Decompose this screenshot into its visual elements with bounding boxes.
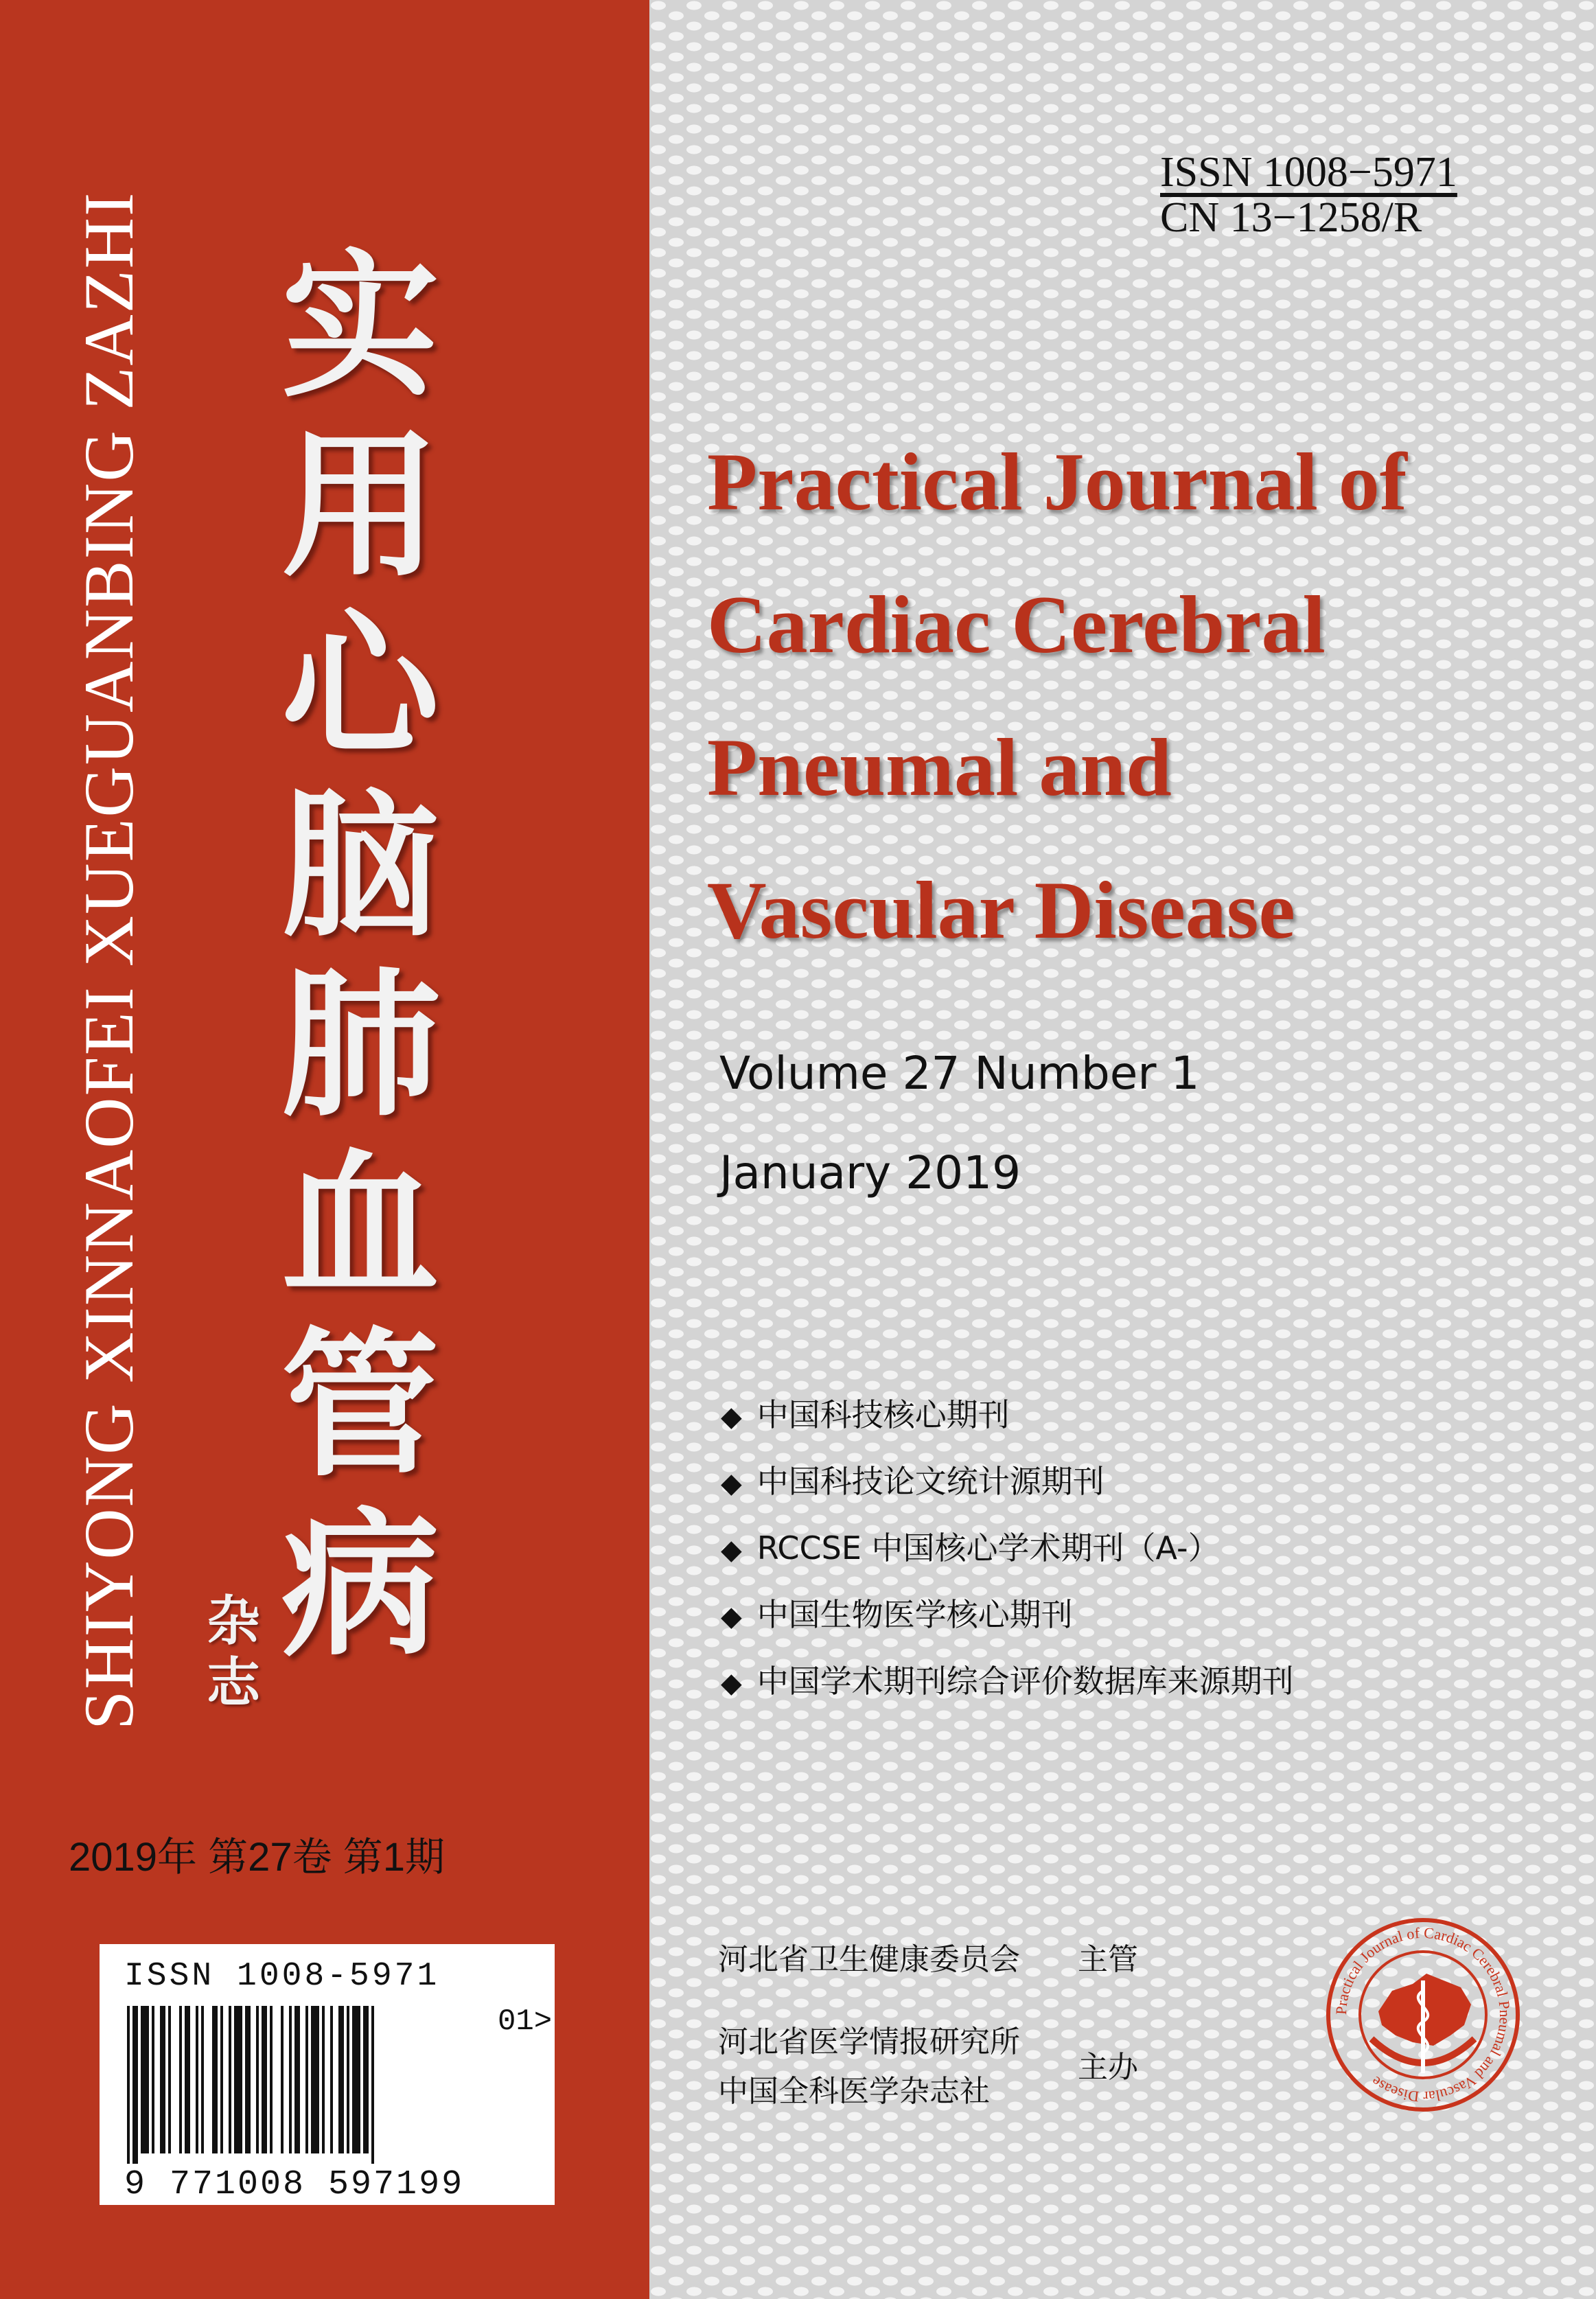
barcode-bar	[152, 2006, 154, 2153]
diamond-bullet-icon: ◆	[721, 1667, 742, 1699]
barcode-bar	[234, 2006, 242, 2153]
barcode-bar	[245, 2006, 251, 2153]
title-char: 实	[281, 233, 439, 419]
barcode-bar	[311, 2006, 319, 2153]
title-line: Pneumal and	[707, 721, 1172, 813]
barcode-bar	[363, 2006, 369, 2153]
title-char: 管	[281, 1313, 439, 1498]
issue-date: January 2019	[719, 1146, 1021, 1199]
title-line: Vascular Disease	[707, 864, 1295, 956]
barcode-bar	[168, 2006, 171, 2153]
barcode-bar	[347, 2006, 349, 2153]
sponsor-name: 河北省医学情报研究所	[718, 2024, 1020, 2059]
title-char: 病	[281, 1492, 439, 1678]
diamond-bullet-icon: ◆	[721, 1468, 742, 1499]
barcode-bar	[322, 2006, 325, 2153]
barcode-bar	[220, 2006, 223, 2153]
red-spine-panel	[0, 0, 649, 2299]
supervisor-name: 河北省卫生健康委员会	[718, 1942, 1020, 1977]
title-line: Cardiac Cerebral	[707, 579, 1326, 670]
barcode-addon: 01>	[498, 2005, 553, 2039]
barcode-bar	[196, 2006, 198, 2153]
journal-seal-logo	[1323, 1915, 1523, 2114]
barcode-number: 9 771008 597199	[124, 2165, 465, 2204]
barcode-bar	[212, 2006, 218, 2153]
title-char: 心	[281, 593, 439, 778]
barcode-bar	[338, 2006, 344, 2153]
title-char: 肺	[281, 953, 439, 1138]
title-char: 脑	[281, 773, 439, 958]
index-item: ◆ RCCSE 中国核心学术期刊（A-）	[721, 1529, 1220, 1567]
barcode-bar	[352, 2006, 360, 2153]
diamond-bullet-icon: ◆	[721, 1401, 742, 1433]
index-item: ◆ 中国科技论文统计源期刊	[721, 1463, 1105, 1500]
barcode-bar	[127, 2006, 130, 2164]
barcode-bar	[179, 2006, 182, 2153]
title-char: 用	[281, 413, 439, 599]
issn-number: ISSN 1008−5971	[1160, 149, 1457, 196]
title-char: 血	[281, 1133, 439, 1318]
diamond-bullet-icon: ◆	[721, 1601, 742, 1632]
barcode-bar	[371, 2006, 374, 2164]
barcode-bar	[201, 2006, 204, 2153]
volume-number: Volume 27 Number 1	[719, 1047, 1200, 1100]
barcode-bar	[160, 2006, 165, 2153]
english-title	[707, 411, 1407, 982]
index-item: ◆ 中国生物医学核心期刊	[721, 1596, 1073, 1633]
barcode-bar	[270, 2006, 273, 2153]
issue-chinese: 2019年 第27卷 第1期	[69, 1835, 446, 1880]
barcode-panel	[100, 1944, 555, 2205]
zazhi-char: 杂	[206, 1590, 260, 1652]
barcode-bar	[294, 2006, 300, 2153]
barcode-bar	[185, 2006, 190, 2153]
cn-number: CN 13−1258/R	[1160, 194, 1422, 241]
issn-cn-block	[1160, 150, 1457, 240]
zazhi-char: 志	[206, 1652, 260, 1714]
barcode-bar	[262, 2006, 267, 2153]
title-line: Practical Journal of	[707, 436, 1407, 527]
sponsor-role: 主办	[1078, 2050, 1138, 2085]
supervisor-role: 主管	[1078, 1942, 1138, 1977]
barcode-bar	[229, 2006, 231, 2153]
barcode-bar	[132, 2006, 138, 2164]
barcode-bar	[256, 2006, 259, 2153]
pinyin-title: SHIYONG XINNAOFEI XUEGUANBING ZAZHI	[70, 191, 148, 1730]
barcode-bar	[330, 2006, 333, 2153]
index-item: ◆ 中国科技核心期刊	[721, 1396, 1010, 1433]
svg-text:Practical Journal of Cardiac C: Practical Journal of Cardiac Cerebral Pneumal and Vascular Disease	[1332, 1923, 1514, 2106]
barcode-bar	[305, 2006, 308, 2153]
barcode-icon	[127, 2006, 539, 2164]
index-item: ◆ 中国学术期刊综合评价数据库来源期刊	[721, 1663, 1294, 1700]
diamond-bullet-icon: ◆	[721, 1534, 742, 1566]
barcode-bar	[141, 2006, 149, 2153]
barcode-bar	[289, 2006, 292, 2153]
barcode-bar	[281, 2006, 284, 2153]
barcode-issn: ISSN 1008-5971	[124, 1958, 440, 1995]
sponsor-name: 中国全科医学杂志社	[718, 2074, 990, 2109]
